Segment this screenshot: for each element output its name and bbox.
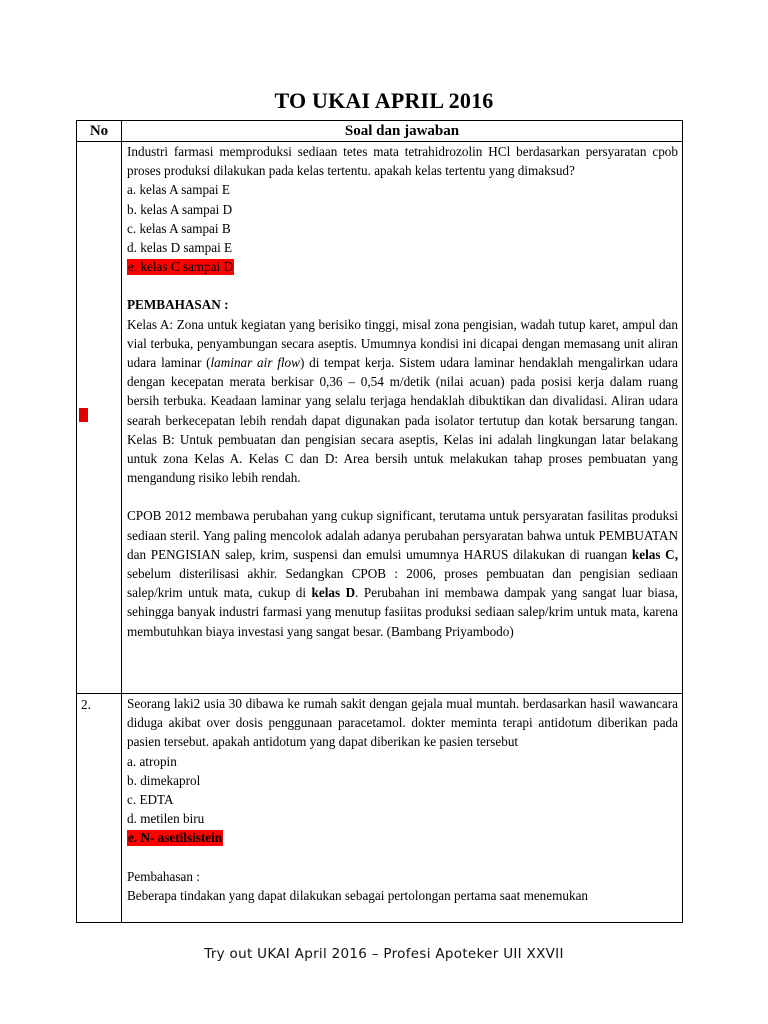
option-b: b. kelas A sampai D (127, 201, 233, 217)
option-d: d. metilen biru (127, 811, 205, 827)
table-row-question-1 (77, 142, 683, 694)
question-number-cell (77, 694, 122, 923)
option-d: d. kelas D sampai E (127, 240, 233, 256)
discussion-text: Beberapa tindakan yang dapat dilakukan sebagai pertolongan pertama saat menemukan (127, 887, 589, 903)
header-content: Soal dan jawaban (122, 121, 683, 142)
option-e-answer: e. N- asetilsistein (128, 830, 223, 846)
question-content-cell (122, 142, 683, 694)
page-footer: Try out UKAI April 2016 – Profesi Apoteker UII XXVII (204, 946, 564, 962)
question-content-cell (122, 694, 683, 923)
question-number: 2. (81, 697, 91, 712)
table-header-row (77, 121, 683, 142)
option-c: c. EDTA (127, 792, 174, 808)
discussion-paragraph-2: CPOB 2012 membawa perubahan yang cukup significant, terutama untuk persyaratan fasilitas produksi sediaan steril. Yang paling mencolok adalah adanya perubahan persyaratan bahwa untuk PEMBUATAN dan PENGISIAN salep, krim, suspensi dan emulsi umumnya HARUS dilakukan di ruangan kelas C, sebelum disterilisasi akhir. Sedangkan CPOB : 2006, proses pembuatan dan pengisian sediaan salep/krim untuk mata, cukup di kelas D. Perubahan ini membawa dampak yang sangat luar biasa, sehingga banyak industri farmasi yang menutup fasiitas produksi sediaan salep/krim untuk mata, karena membutuhkan biaya investasi yang sangat besar. (Bambang Priyambodo) (127, 508, 679, 639)
discussion-heading: PEMBAHASAN : (127, 297, 229, 313)
question-number-marker: 1. (79, 408, 88, 421)
question-text: Industri farmasi memproduksi sediaan tetes mata tetrahidrozolin HCl berdasarkan persyaratan cpob proses produksi dilakukan pada kelas tertentu. apakah kelas tertentu yang dimaksud? (127, 144, 678, 179)
table-row-question-2 (77, 694, 683, 923)
option-b: b. dimekaprol (127, 772, 201, 788)
option-a: a. atropin (127, 753, 177, 769)
question-text: Seorang laki2 usia 30 dibawa ke rumah sakit dengan gejala mual muntah. berdasarkan hasil wawancara diduga akibat over dosis penggunaan paracetamol. dokter meminta terapi antidotum diberikan pada pasien tersebut. apakah antidotum yang dapat diberikan ke pasien tersebut (127, 696, 678, 750)
discussion-heading: Pembahasan : (127, 868, 200, 884)
question-table (76, 120, 683, 923)
option-e-answer: e. kelas C sampai D (128, 259, 234, 275)
page-title: TO UKAI APRIL 2016 (274, 88, 494, 113)
header-no: No (77, 121, 122, 142)
question-number-cell (77, 142, 122, 694)
discussion-paragraph-1: Kelas A: Zona untuk kegiatan yang berisiko tinggi, misal zona pengisian, wadah tutup karet, ampul dan vial terbuka, penyambungan secara aseptis. Umumnya kondisi ini dicapai dengan memasang unit aliran udara laminar (laminar air flow) di tempat kerja. Sistem udara laminar hendaklah mengalirkan udara dengan kecepatan merata berkisar 0,36 – 0,54 m/detik (nilai acuan) pada posisi kerja dalam ruang bersih terbuka. Keadaan laminar yang selalu terjaga hendaklah dibuktikan dan divalidasi. Aliran udara searah berkecepatan lebih rendah dapat digunakan pada isolator tertutup dan kotak bersarung tangan. Kelas B: Untuk pembuatan dan pengisian secara aseptis, Kelas ini adalah lingkungan latar belakang untuk zona Kelas A. Kelas C dan D: Area bersih untuk melakukan tahap proses pembuatan yang mengandung risiko lebih rendah. (127, 316, 678, 486)
option-c: c. kelas A sampai B (127, 220, 231, 236)
option-a: a. kelas A sampai E (127, 182, 230, 198)
